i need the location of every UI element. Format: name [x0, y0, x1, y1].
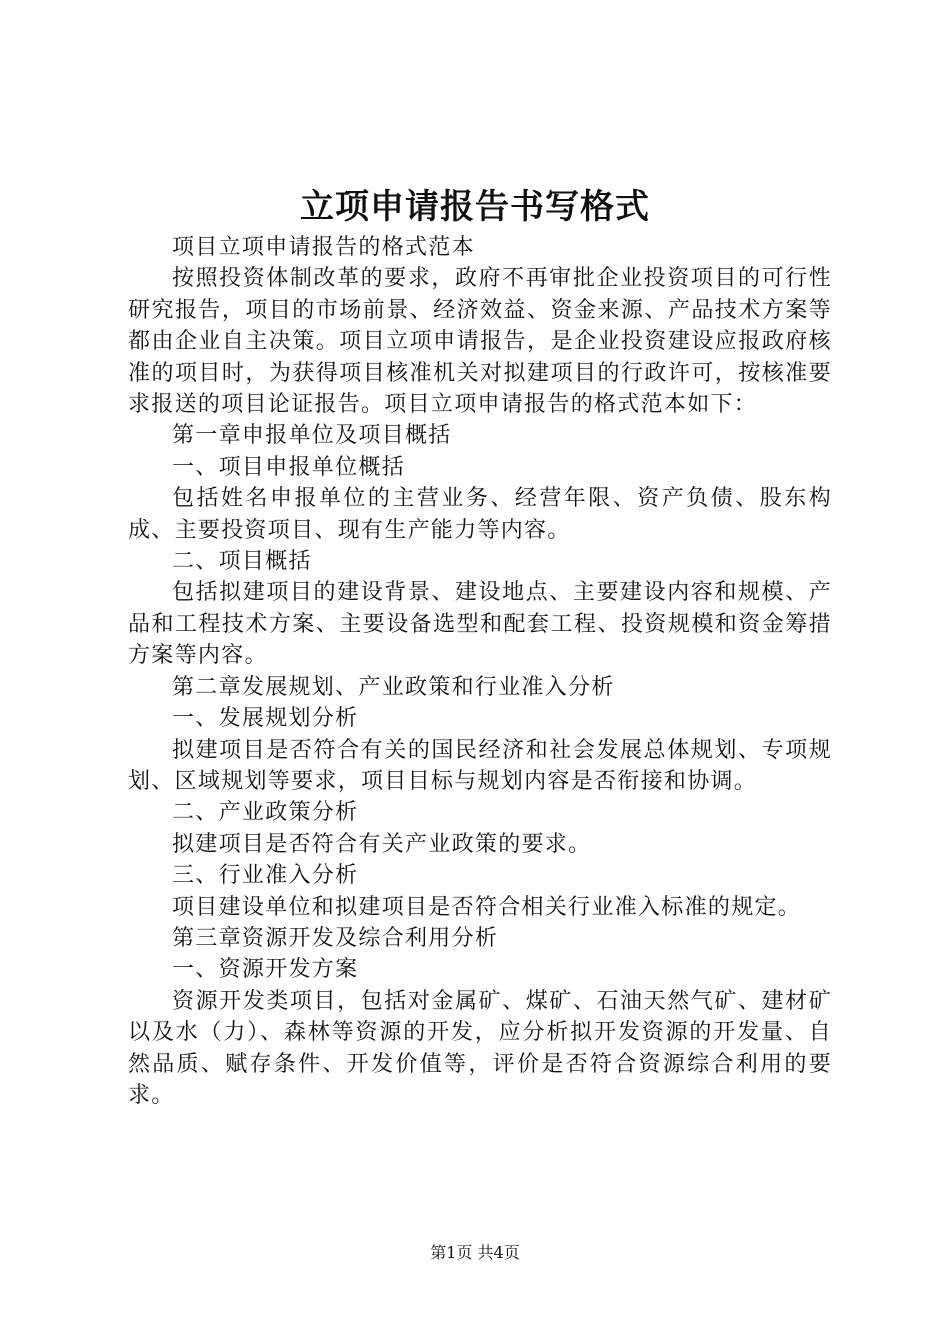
section-heading: 二、产业政策分析 [172, 800, 359, 826]
body-paragraph: 资源开发类项目，包括对金属矿、煤矿、石油天然气矿、建材矿以及水（力）、森林等资源的开发，应分析拟开发资源的开发量、自然品质、赋存条件、开发价值等，评价是否符合资源综合利用的要求。 [128, 988, 832, 1108]
section-heading: 二、项目概括 [172, 549, 312, 575]
chapter-heading: 第三章资源开发及综合利用分析 [172, 925, 499, 951]
document-body [128, 232, 832, 1111]
body-paragraph: 包括拟建项目的建设背景、建设地点、主要建设内容和规模、产品和工程技术方案、主要设备选型和配套工程、投资规模和资金筹措方案等内容。 [128, 580, 832, 669]
body-paragraph: 包括姓名申报单位的主营业务、经营年限、资产负债、股东构成、主要投资项目、现有生产能力等内容。 [128, 486, 832, 543]
section-heading: 一、项目申报单位概括 [172, 454, 406, 480]
chapter-heading: 第一章申报单位及项目概括 [172, 423, 452, 449]
subtitle-paragraph: 项目立项申请报告的格式范本 [172, 235, 475, 260]
page-footer: 第1页 共4页 [430, 1243, 520, 1262]
body-paragraph: 项目建设单位和拟建项目是否符合相关行业准入标准的规定。 [172, 894, 802, 920]
body-paragraph: 拟建项目是否符合有关的国民经济和社会发展总体规划、专项规划、区域规划等要求，项目目标与规划内容是否衔接和协调。 [128, 737, 832, 794]
section-heading: 一、发展规划分析 [172, 706, 359, 732]
body-paragraph: 拟建项目是否符合有关产业政策的要求。 [172, 831, 592, 857]
section-heading: 三、行业准入分析 [172, 863, 359, 889]
document-title: 立项申请报告书写格式 [300, 187, 650, 227]
chapter-heading: 第二章发展规划、产业政策和行业准入分析 [172, 674, 615, 700]
section-heading: 一、资源开发方案 [172, 957, 359, 983]
intro-paragraph: 按照投资体制改革的要求，政府不再审批企业投资项目的可行性研究报告，项目的市场前景、经济效益、资金来源、产品技术方案等都由企业自主决策。项目立项申请报告，是企业投资建设应报政府核准的项目时，为获得项目核准机关对拟建项目的行政许可，按核准要求报送的项目论证报告。项目立项申请报告的格式范本如下： [128, 266, 832, 418]
